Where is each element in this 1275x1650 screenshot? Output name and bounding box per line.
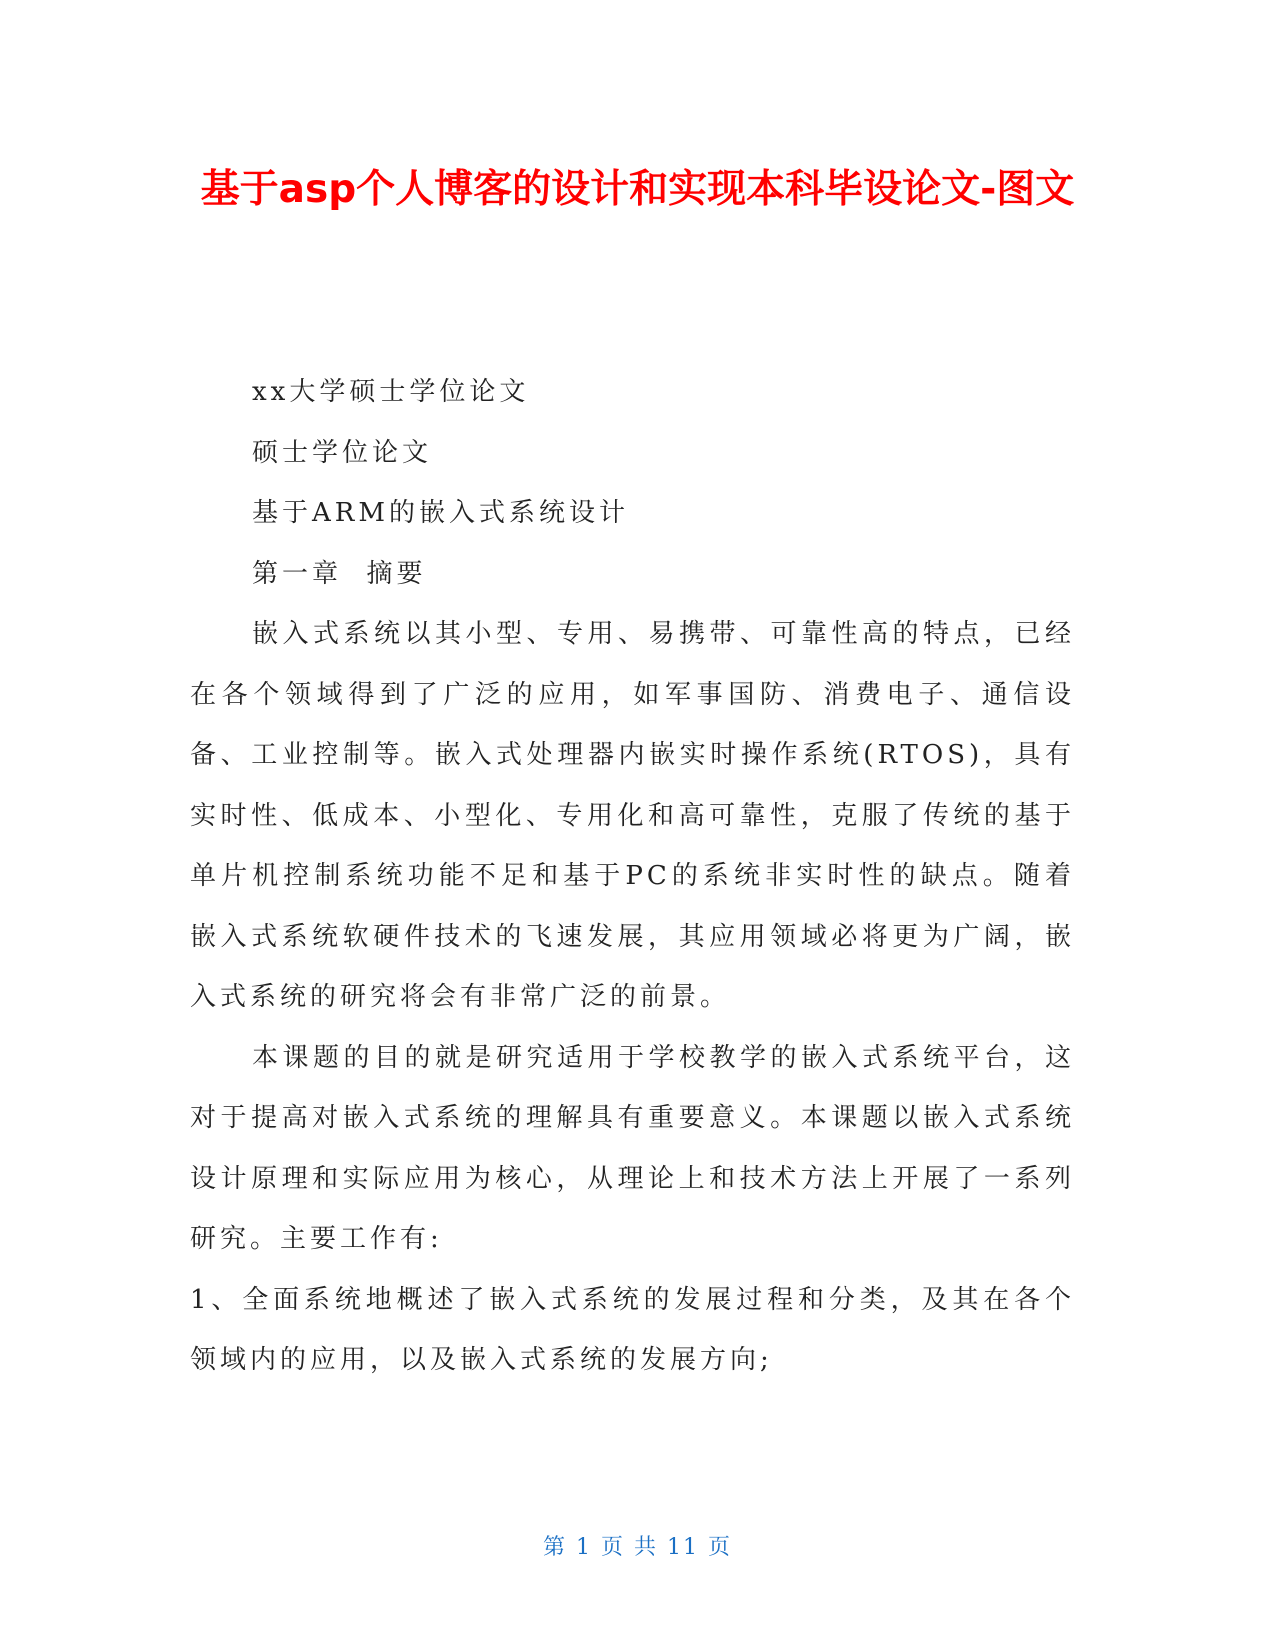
thesis-title-line: 基于ARM的嵌入式系统设计 [252, 498, 629, 528]
abstract-paragraph-2: 本课题的目的就是研究适用于学校教学的嵌入式系统平台，这对于提高对嵌入式系统的理解具有重要意义。本课题以嵌入式系统设计原理和实际应用为核心，从理论上和技术方法上开展了一系列研究。主要工作有: [190, 1042, 1075, 1254]
degree-title-line: 硕士学位论文 [252, 437, 433, 468]
abstract-paragraph-1: 嵌入式系统以其小型、专用、易携带、可靠性高的特点，已经在各个领域得到了广泛的应用，如军事国防、消费电子、通信设备、工业控制等。嵌入式处理器内嵌实时操作系统(RTOS)，具有实时性、低成本、小型化、专用化和高可靠性，克服了传统的基于单片机控制系统功能不足和基于PC的系统非实时性的缺点。随着嵌入式系统软硬件技术的飞速发展，其应用领域必将更为广阔，嵌入式系统的研究将会有非常广泛的前景。 [190, 619, 1075, 1012]
document-title: 基于asp个人博客的设计和实现本科毕设论文-图文 [200, 167, 1075, 212]
university-title-line: xx大学硕士学位论文 [252, 377, 530, 407]
page-number-text: 第 1 页 共 11 页 [543, 1535, 732, 1560]
list-item: 1、全面系统地概述了嵌入式系统的发展过程和分类，及其在各个领域内的应用，以及嵌入式系统的发展方向; [190, 1284, 1075, 1375]
document-body [190, 362, 1075, 1391]
page-footer [0, 1530, 1275, 1561]
chapter-heading: 第一章 摘要 [252, 558, 427, 589]
